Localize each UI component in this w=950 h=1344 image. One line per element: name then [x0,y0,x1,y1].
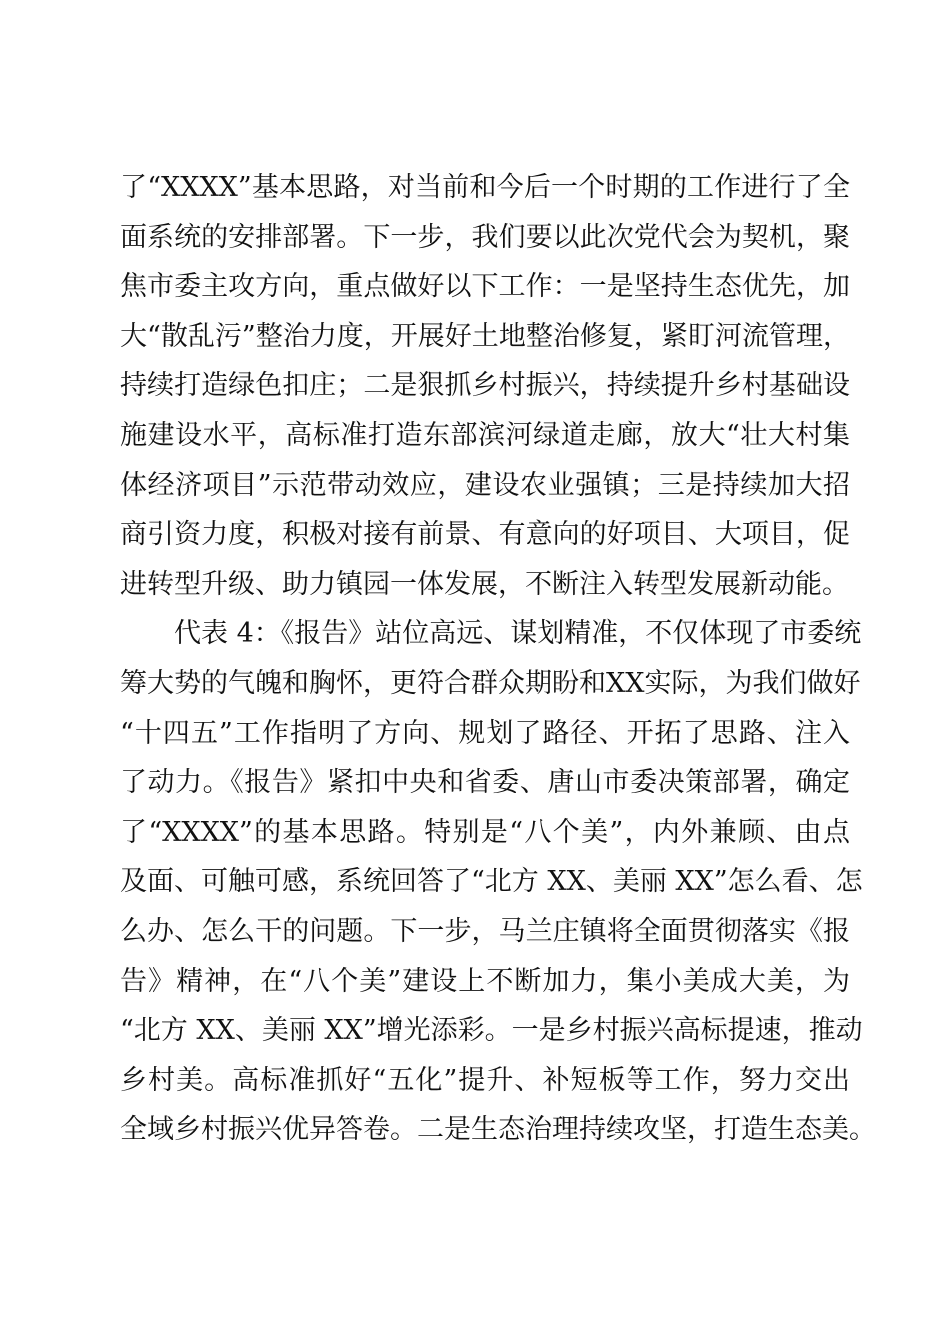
paragraph-start-line: 代表 4：《报告》站位高远、谋划精准，不仅体现了市委统 [174,618,862,650]
text-line: 进转型升级、助力镇园一体发展，不断注入转型发展新动能。 [120,568,849,600]
text-line: 面系统的安排部署。下一步，我们要以此次党代会为契机，聚 [120,221,850,253]
text-line: 持续打造绿色扣庄；二是狠抓乡村振兴，持续提升乡村基础设 [120,370,850,402]
text-line: 乡村美。高标准抓好“五化”提升、补短板等工作，努力交出 [120,1064,850,1096]
text-line: 了动力。《报告》紧扣中央和省委、唐山市委决策部署，确定 [120,767,850,799]
text-line: 大“散乱污”整治力度，开展好土地整治修复，紧盯河流管理， [120,320,850,352]
text-line: 了“XXXX”基本思路，对当前和今后一个时期的工作进行了全 [120,172,850,203]
text-line: 及面、可触可感，系统回答了“北方 XX、美丽 XX”怎么看、怎 [120,866,863,898]
text-line: 筹大势的气魄和胸怀，更符合群众期盼和XX实际，为我们做好 [120,667,861,699]
text-line: 焦市委主攻方向，重点做好以下工作：一是坚持生态优先，加 [120,271,850,303]
text-line: “十四五”工作指明了方向、规划了路径、开拓了思路、注入 [120,717,850,749]
text-line: 施建设水平，高标准打造东部滨河绿道走廊，放大“壮大村集 [120,419,850,451]
text-line: 体经济项目”示范带动效应，建设农业强镇；三是持续加大招 [120,469,850,501]
text-line: “北方 XX、美丽 XX”增光添彩。一是乡村振兴高标提速，推动 [120,1015,863,1047]
body-text [120,163,876,1155]
text-line: 么办、怎么干的问题。下一步，马兰庄镇将全面贯彻落实《报 [120,915,850,947]
text-line: 了“XXXX”的基本思路。特别是“八个美”，内外兼顾、由点 [120,816,850,848]
text-line: 全域乡村振兴优异答卷。二是生态治理持续攻坚，打造生态美。 [120,1114,876,1146]
text-line: 告》精神，在“八个美”建设上不断加力，集小美成大美，为 [120,965,850,997]
text-line: 商引资力度，积极对接有前景、有意向的好项目、大项目，促 [120,519,850,551]
